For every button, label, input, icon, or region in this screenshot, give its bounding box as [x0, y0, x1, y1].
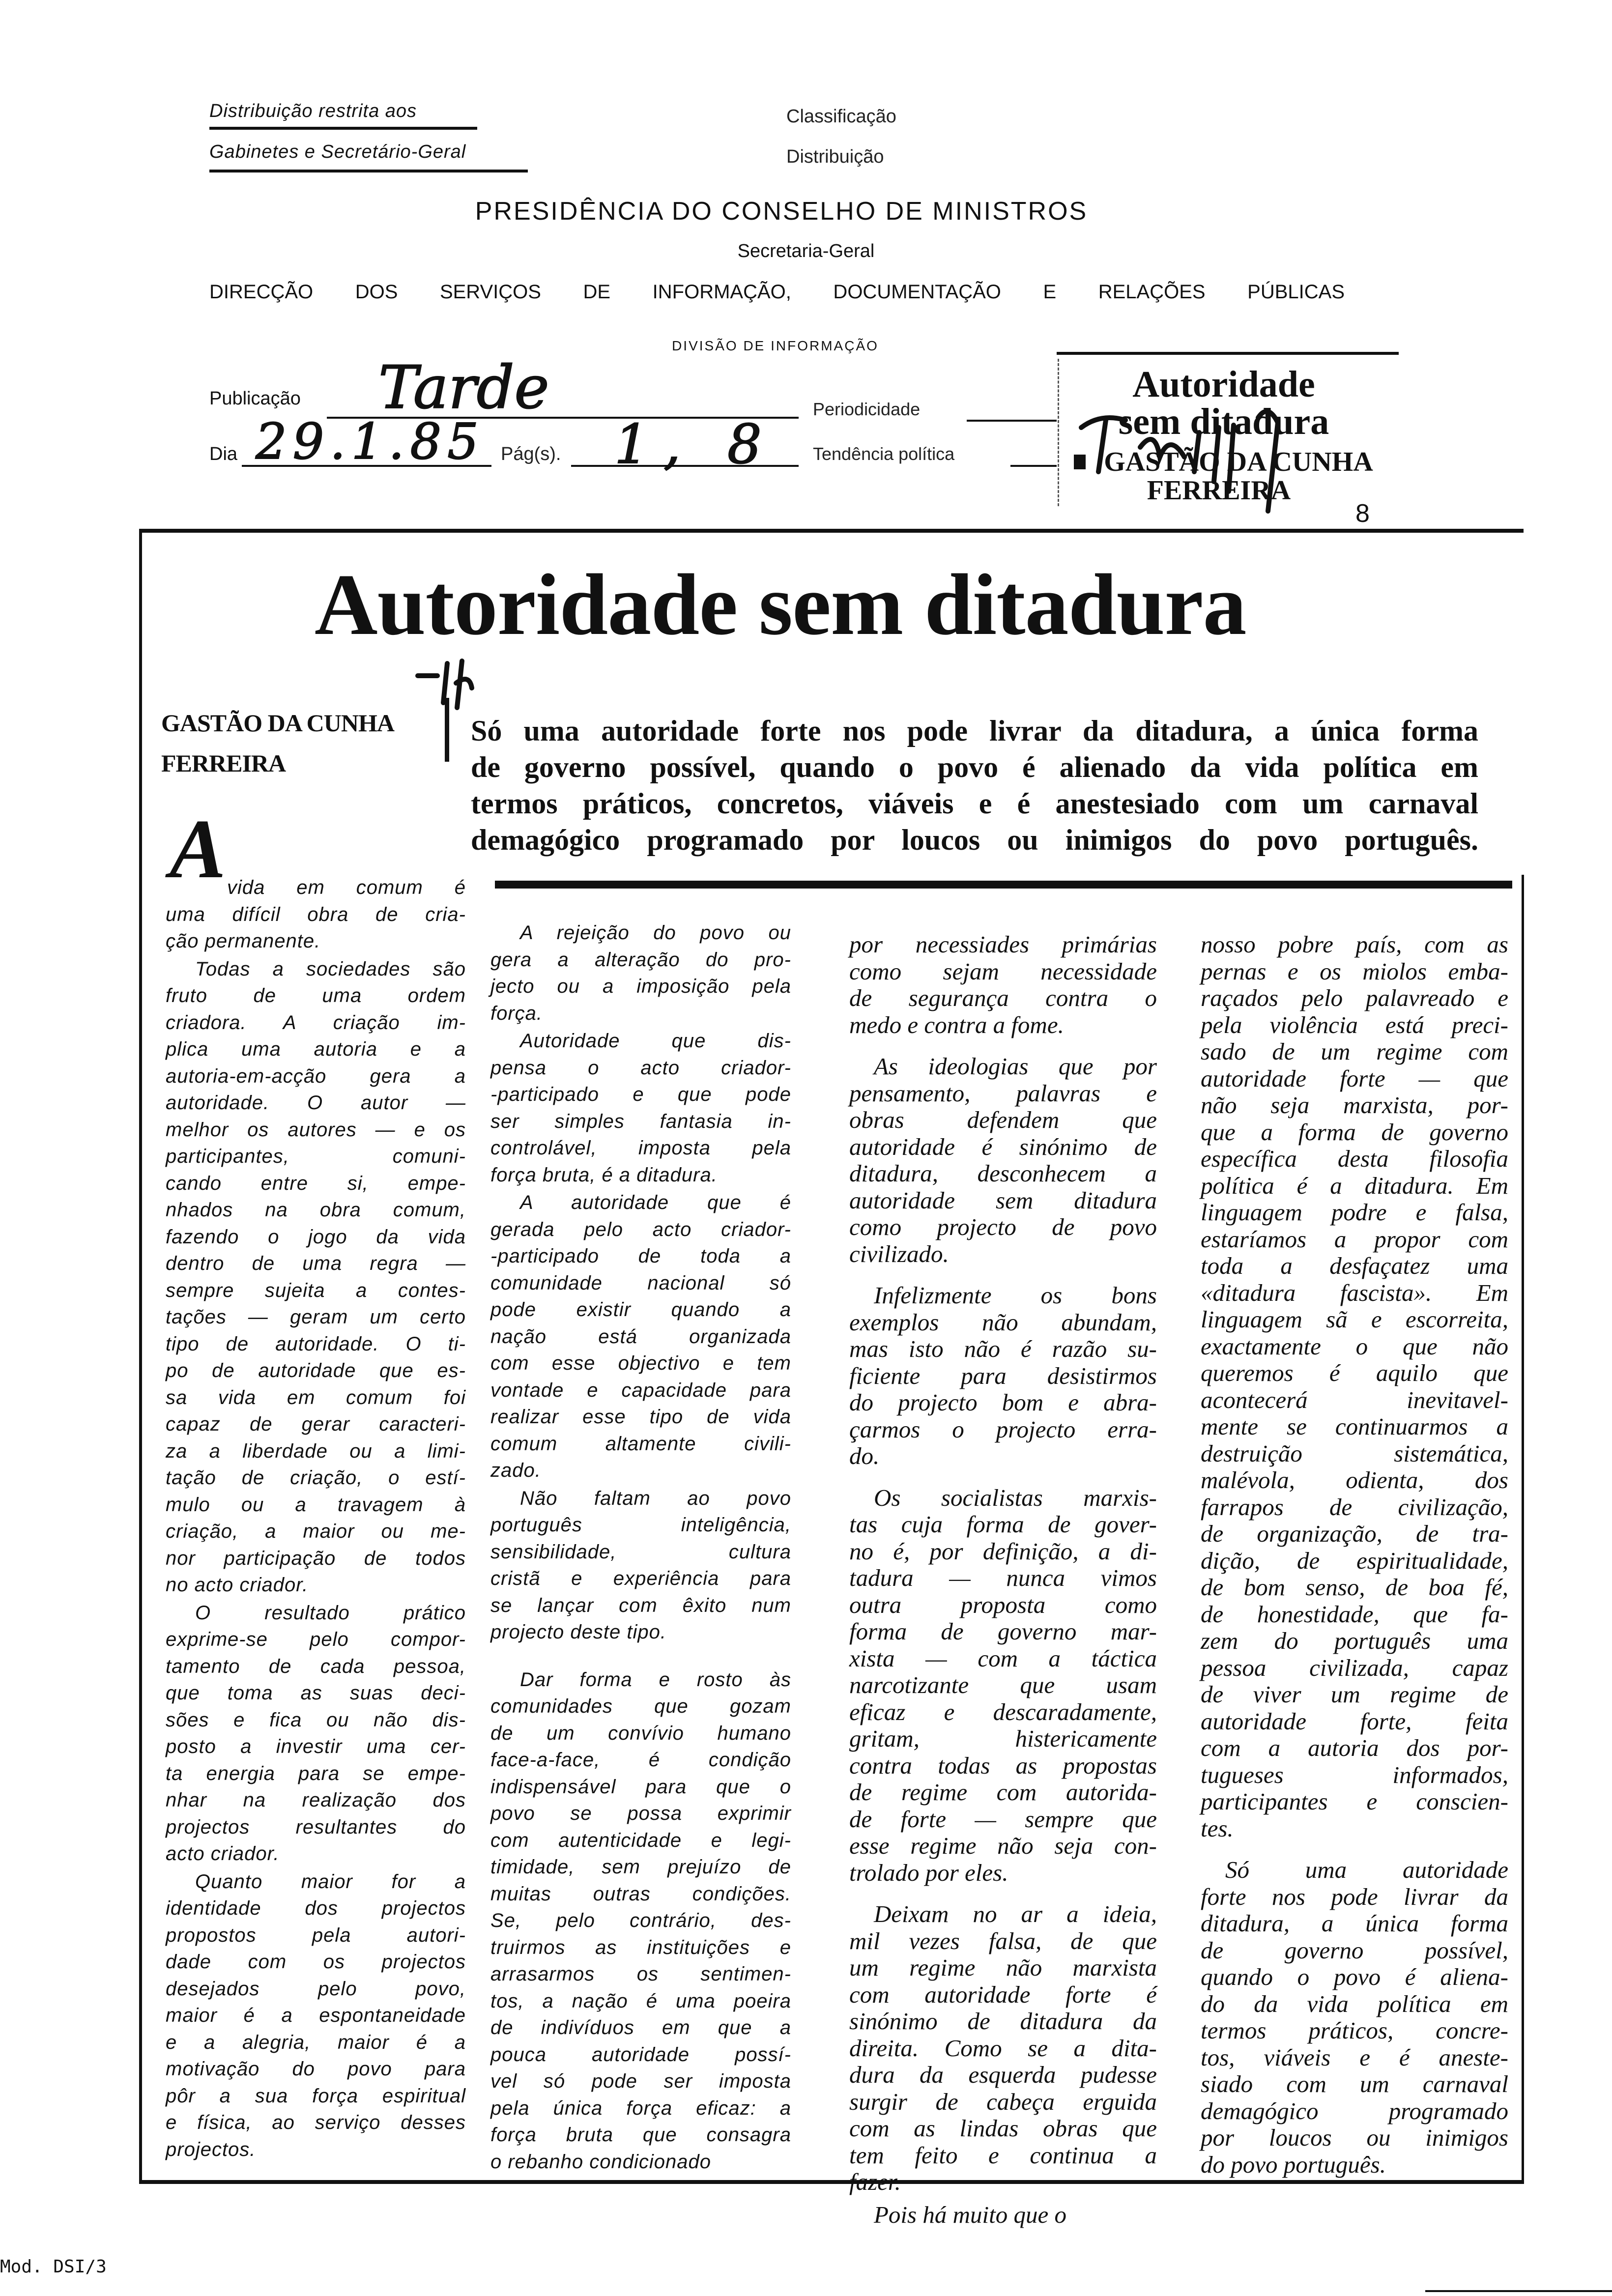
- text-line: dade com os projectos: [166, 1951, 466, 1973]
- text-line: autoridade. O autor —: [166, 1092, 466, 1114]
- text-line: pensa o acto criador-: [490, 1057, 791, 1079]
- text-line: timidade, sem prejuízo de: [490, 1856, 791, 1878]
- text-line: jecto ou a imposição pela: [490, 976, 791, 997]
- text-line: destruição sistemática,: [1201, 1439, 1508, 1467]
- text-line: pensamento, palavras e: [849, 1079, 1157, 1107]
- text-line: Autoridade que dis-: [520, 1030, 791, 1052]
- text-line: ficiente para desistirmos: [849, 1362, 1157, 1389]
- text-line: de indivíduos em que a: [490, 2017, 791, 2038]
- text-line: queremos é aquilo que: [1201, 1359, 1508, 1386]
- text-line: mas isto não é razão su-: [849, 1335, 1157, 1362]
- text-line: zado.: [490, 1460, 541, 1481]
- paragraph: [490, 1189, 791, 1484]
- org-title: PRESIDÊNCIA DO CONSELHO DE MINISTROS: [475, 197, 1088, 226]
- text-line: de organização, de tra-: [1201, 1520, 1508, 1547]
- periodicity-field-line: [967, 420, 1057, 422]
- text-line: projectos.: [166, 2138, 256, 2160]
- text-line: -participado e que pode: [490, 1084, 791, 1105]
- text-line: exprime-se pelo compor-: [166, 1629, 466, 1650]
- text-line: pela única força eficaz: a: [490, 2097, 791, 2119]
- article-bottom-rule: [139, 2180, 1524, 2184]
- text-line: tos, a nação é uma poeira: [490, 1990, 791, 2012]
- text-line: Deixam no ar a ideia,: [874, 1900, 1157, 1927]
- text-line: tações — geram um certo: [166, 1306, 466, 1328]
- text-line: do projecto bom e abra-: [849, 1389, 1157, 1416]
- text-line: Se, pelo contrário, des-: [490, 1910, 791, 1931]
- text-line: Todas a sociedades são: [195, 958, 466, 980]
- text-line: vontade e capacidade para: [490, 1379, 791, 1401]
- text-line: de forte — sempre que: [849, 1805, 1157, 1833]
- paragraph: [849, 1053, 1157, 1267]
- article-right-border: [1522, 875, 1524, 2183]
- clipping-box-top-rule: [1057, 352, 1399, 355]
- text-line: eficaz e descaradamente,: [849, 1698, 1157, 1725]
- text-line: esse regime não seja con-: [849, 1832, 1157, 1859]
- text-line: do.: [849, 1442, 880, 1469]
- text-line: e física, ao serviço desses: [166, 2112, 466, 2133]
- text-line: sempre sujeita a contes-: [166, 1279, 466, 1301]
- text-line: controlável, imposta pela: [490, 1137, 791, 1159]
- text-line: raçados pelo palavreado e: [1201, 984, 1508, 1011]
- text-line: como sejam necessidade: [849, 957, 1157, 985]
- paragraph: [490, 1485, 791, 1646]
- text-line: tugueses informados,: [1201, 1761, 1508, 1788]
- text-line: força.: [490, 1002, 543, 1024]
- author-divider: [445, 698, 449, 762]
- text-line: de viver um regime de: [1201, 1681, 1508, 1708]
- publication-label: Publicação: [209, 388, 301, 409]
- text-line: plica uma autoria e a: [166, 1038, 466, 1060]
- paragraph: [166, 1868, 466, 2163]
- article-column-3: [849, 931, 1157, 2228]
- article-author-line1: GASTÃO DA CUNHA: [161, 709, 394, 737]
- directorate-label: DIRECÇÃO DOS SERVIÇOS DE INFORMAÇÃO, DOCUMENTAÇÃO E RELAÇÕES PÚBLICAS: [209, 281, 1345, 303]
- text-line: -participado de toda a: [490, 1245, 791, 1267]
- text-line: po de autoridade que es-: [166, 1360, 466, 1381]
- text-line: participantes, comuni-: [166, 1146, 466, 1167]
- classification-label: Classificação: [786, 106, 896, 127]
- text-line: surgir de cabeça erguida: [849, 2088, 1157, 2115]
- text-line: mente se continuarmos a: [1201, 1413, 1508, 1440]
- text-line: autoridade é sinónimo de: [849, 1133, 1157, 1160]
- text-line: que a forma de governo: [1201, 1118, 1508, 1146]
- paragraph: [490, 1666, 791, 2176]
- text-line: forma de governo mar-: [849, 1618, 1157, 1645]
- text-line: criação, a maior ou me-: [166, 1521, 466, 1542]
- deck-line: demagógico programado por loucos ou inimigos do povo português.: [471, 824, 1478, 856]
- deck-line: de governo possível, quando o povo é alienado da vida política em: [471, 751, 1478, 783]
- text-line: forte nos pode livrar da: [1201, 1883, 1508, 1910]
- text-line: gritam, histericamente: [849, 1725, 1157, 1752]
- clipping-title-line1: Autoridade: [1132, 364, 1315, 405]
- text-line: As ideologias que por: [874, 1053, 1157, 1080]
- text-line: autoridade forte, feita: [1201, 1707, 1508, 1735]
- article-headline: Autoridade sem ditadura: [315, 556, 1246, 653]
- text-line: dição, de espiritualidade,: [1201, 1547, 1508, 1574]
- day-label: Dia: [209, 444, 238, 464]
- text-line: estaríamos a propor com: [1201, 1225, 1508, 1253]
- text-line: cristã e experiência para: [490, 1568, 791, 1589]
- text-line: que toma as suas deci-: [166, 1682, 466, 1704]
- text-line: maior é a espontaneidade: [166, 2005, 466, 2026]
- text-line: gerada pelo acto criador-: [490, 1218, 791, 1240]
- text-line: capaz de gerar caracteri-: [166, 1413, 466, 1435]
- text-line: Infelizmente os bons: [874, 1282, 1157, 1309]
- paragraph: [849, 1485, 1157, 1887]
- text-line: A rejeição do povo ou: [520, 922, 791, 944]
- paragraph: [490, 1028, 791, 1188]
- text-line: no é, por definição, a di-: [849, 1537, 1157, 1565]
- text-line: com a autoria dos por-: [1201, 1734, 1508, 1761]
- publication-value: Tarde: [378, 354, 549, 422]
- text-line: A autoridade que é: [520, 1192, 791, 1213]
- text-line: desejados pelo povo,: [166, 1978, 466, 2000]
- text-line: nor participação de todos: [166, 1547, 466, 1569]
- text-line: medo e contra a fome.: [849, 1011, 1064, 1038]
- text-line: projectos resultantes do: [166, 1816, 466, 1838]
- footer-rule: [1425, 2290, 1612, 2292]
- handwritten-mark-icon: [413, 654, 491, 713]
- text-line: projecto deste tipo.: [490, 1621, 666, 1643]
- article-column-2: [490, 919, 791, 2175]
- paragraph: [166, 956, 466, 1599]
- article-deck: [471, 713, 1478, 858]
- text-line: com esse objectivo e tem: [490, 1352, 791, 1374]
- text-line: tem feito e continua a: [849, 2141, 1157, 2169]
- text-line: O resultado prático: [195, 1602, 466, 1624]
- article-left-border: [139, 529, 142, 2183]
- deck-heavy-rule: [495, 881, 1512, 889]
- text-line: por loucos ou inimigos: [1201, 2124, 1508, 2151]
- text-line: dentro de uma regra —: [166, 1253, 466, 1274]
- text-line: «ditadura fascista». Em: [1201, 1279, 1508, 1306]
- text-line: fruto de uma ordem: [166, 985, 466, 1006]
- text-line: tadura — nunca vimos: [849, 1564, 1157, 1591]
- text-line: e a alegria, maior é a: [166, 2031, 466, 2053]
- text-line: um regime não marxista: [849, 1954, 1157, 1981]
- text-line: pessoa civilizada, capaz: [1201, 1654, 1508, 1681]
- text-line: siado com um carnaval: [1201, 2070, 1508, 2097]
- clipping-box-divider: [1058, 359, 1059, 506]
- text-line: do povo português.: [1201, 2151, 1386, 2178]
- text-line: autoridade forte — que: [1201, 1064, 1508, 1092]
- paragraph: [490, 919, 791, 1027]
- text-line: participantes e conscien-: [1201, 1788, 1508, 1815]
- text-line: muitas outras condições.: [490, 1883, 791, 1905]
- day-value: 29.1.85: [256, 413, 485, 470]
- text-line: ditadura, desconhecem a: [849, 1160, 1157, 1187]
- secretariat-label: Secretaria-Geral: [737, 241, 875, 261]
- text-line: do da vida política em: [1201, 1990, 1508, 2017]
- distribution-label: Distribuição: [786, 146, 884, 167]
- text-line: com as lindas obras que: [849, 2115, 1157, 2142]
- paragraph: [849, 1282, 1157, 1470]
- text-line: sa vida em comum foi: [166, 1386, 466, 1408]
- paragraph: [166, 874, 466, 955]
- text-line: za a liberdade ou a limi-: [166, 1440, 466, 1462]
- text-line: pela violência está preci-: [1201, 1011, 1508, 1038]
- text-line: comum altamente civili-: [490, 1433, 791, 1455]
- text-line: tos, viáveis e é aneste-: [1201, 2043, 1508, 2071]
- text-line: de regime com autorida-: [849, 1779, 1157, 1806]
- distribution-restricted-line2: Gabinetes e Secretário-Geral: [209, 142, 466, 162]
- text-line: exemplos não abundam,: [849, 1308, 1157, 1336]
- text-line: Dar forma e rosto às: [520, 1668, 791, 1691]
- text-line: Os socialistas marxis-: [874, 1484, 1157, 1511]
- text-line: obras defendem que: [849, 1106, 1157, 1133]
- text-line: com autenticidade e legi-: [490, 1829, 791, 1851]
- text-line: fazendo o jogo da vida: [166, 1226, 466, 1248]
- clipping-author-line1: GASTÃO DA CUNHA: [1104, 447, 1373, 477]
- text-line: melhor os autores — e os: [166, 1119, 466, 1141]
- text-line: civilizado.: [849, 1240, 949, 1267]
- text-line: outra proposta como: [849, 1591, 1157, 1618]
- text-line: arrasarmos os sentimen-: [490, 1963, 791, 1985]
- text-line: vida em comum é: [227, 877, 466, 898]
- text-line: linguagem podre e falsa,: [1201, 1199, 1508, 1226]
- text-line: dura da esquerda pudesse: [849, 2061, 1157, 2088]
- text-line: farrapos de civilização,: [1201, 1493, 1508, 1521]
- pages-label: Pág(s).: [501, 444, 561, 464]
- text-line: acontecerá inevitavel-: [1201, 1386, 1508, 1413]
- text-line: tas cuja forma de gover-: [849, 1511, 1157, 1538]
- text-line: mulo ou a travagem à: [166, 1493, 466, 1516]
- text-line: de honestidade, que fa-: [1201, 1600, 1508, 1628]
- text-line: malévola, odienta, dos: [1201, 1466, 1508, 1493]
- text-line: pouca autoridade possí-: [490, 2043, 791, 2066]
- text-line: tação de criação, o estí-: [166, 1467, 466, 1489]
- text-line: ção permanente.: [166, 930, 321, 952]
- text-line: se lançar com êxito num: [490, 1594, 791, 1616]
- text-line: autoria-em-acção gera a: [166, 1065, 466, 1087]
- text-line: criadora. A criação im-: [166, 1011, 466, 1033]
- text-line: tes.: [1201, 1814, 1234, 1842]
- underline-divider: [209, 127, 477, 130]
- text-line: no acto criador.: [166, 1574, 309, 1596]
- text-line: cando entre si, empe-: [166, 1172, 466, 1194]
- text-line: direita. Como se a dita-: [849, 2034, 1157, 2062]
- text-line: como projecto de povo: [849, 1213, 1157, 1240]
- text-line: com autoridade forte é: [849, 1980, 1157, 2008]
- form-code: Mod. DSI/3: [0, 2257, 107, 2277]
- text-line: vel só pode ser imposta: [490, 2070, 791, 2092]
- text-line: autoridade sem ditadura: [849, 1186, 1157, 1214]
- text-line: posto a investir uma cer-: [166, 1736, 466, 1757]
- text-line: Não faltam ao povo: [520, 1487, 791, 1509]
- paragraph: [849, 931, 1157, 1038]
- text-line: nhar na realização dos: [166, 1789, 466, 1811]
- text-line: nosso pobre país, com as: [1201, 931, 1508, 958]
- text-line: identidade dos projectos: [166, 1897, 466, 1919]
- text-line: Só uma autoridade: [1225, 1856, 1508, 1883]
- text-line: comunidades que gozam: [490, 1695, 791, 1717]
- text-line: indispensável para que o: [490, 1776, 791, 1798]
- text-line: política é a ditadura. Em: [1201, 1172, 1508, 1199]
- text-line: zem do português uma: [1201, 1627, 1508, 1654]
- text-line: ta energia para se empe-: [166, 1762, 466, 1784]
- text-line: de bom senso, de boa fé,: [1201, 1574, 1508, 1601]
- text-line: pôr a sua força espiritual: [166, 2085, 466, 2107]
- text-line: nhados na obra comum,: [166, 1199, 466, 1221]
- drop-cap: A: [170, 803, 226, 896]
- text-line: termos práticos, concre-: [1201, 2017, 1508, 2044]
- text-line: pernas e os miolos emba-: [1201, 957, 1508, 985]
- paragraph: [1201, 1857, 1508, 2178]
- text-line: ser simples fantasia in-: [490, 1110, 791, 1132]
- text-line: povo se possa exprimir: [490, 1803, 791, 1824]
- text-line: português inteligência,: [490, 1514, 791, 1536]
- text-line: exactamente o que não: [1201, 1332, 1508, 1360]
- text-line: comunidade nacional só: [490, 1272, 791, 1294]
- underline-divider: [209, 170, 528, 172]
- article-top-rule: [139, 529, 1524, 533]
- paragraph: [166, 1600, 466, 1867]
- text-line: uma difícil obra de cria-: [166, 903, 466, 925]
- clipping-author-line2: FERREIRA: [1147, 475, 1291, 506]
- text-line: mil vezes falsa, de que: [849, 1927, 1157, 1954]
- handwritten-annotation-icon: [1071, 373, 1376, 521]
- text-line: de governo possível,: [1201, 1936, 1508, 1964]
- text-line: xista — com a táctica: [849, 1644, 1157, 1672]
- political-tendency-field-line: [1010, 465, 1057, 467]
- paragraph: [849, 1901, 1157, 2196]
- text-line: sões e fica ou não dis-: [166, 1709, 466, 1731]
- text-line: narcotizante que usam: [849, 1671, 1157, 1698]
- text-line: truirmos as instituições e: [490, 1936, 791, 1958]
- paragraph: [1201, 931, 1508, 1842]
- text-line: realizar esse tipo de vida: [490, 1406, 791, 1428]
- text-line: demagógico programado: [1201, 2097, 1508, 2124]
- text-line: Pois há muito que o: [874, 2201, 1066, 2228]
- text-line: força bruta, é a ditadura.: [490, 1164, 718, 1186]
- text-line: acto criador.: [166, 1843, 280, 1865]
- text-line: tamento de cada pessoa,: [166, 1655, 466, 1677]
- text-line: contra todas as propostas: [849, 1751, 1157, 1779]
- text-line: face-a-face, é condição: [490, 1749, 791, 1771]
- text-line: tipo de autoridade. O ti-: [166, 1333, 466, 1355]
- text-line: força bruta que consagra: [490, 2124, 791, 2146]
- deck-line: termos práticos, concretos, viáveis e é anestesiado com um carnaval: [471, 787, 1478, 820]
- text-line: gera a alteração do pro-: [490, 948, 791, 971]
- division-label: DIVISÃO DE INFORMAÇÃO: [672, 338, 879, 353]
- article-author-line2: FERREIRA: [161, 749, 286, 777]
- text-line: motivação do povo para: [166, 2058, 466, 2080]
- text-line: propostos pela autori-: [166, 1924, 466, 1946]
- text-line: Quanto maior for a: [195, 1870, 466, 1893]
- text-line: por necessiades primárias: [849, 931, 1157, 958]
- text-line: trolado por eles.: [849, 1859, 1008, 1886]
- text-line: fazer.: [849, 2168, 901, 2195]
- text-line: específica desta filosofia: [1201, 1145, 1508, 1172]
- text-line: sinónimo de ditadura da: [849, 2008, 1157, 2035]
- text-line: não seja marxista, por-: [1201, 1091, 1508, 1119]
- clipping-page-number: 8: [1355, 499, 1370, 528]
- text-line: ditadura, a única forma: [1201, 1910, 1508, 1937]
- paragraph: [849, 2202, 1157, 2229]
- text-line: de segurança contra o: [849, 984, 1157, 1011]
- political-tendency-label: Tendência política: [813, 444, 955, 464]
- text-line: pode existir quando a: [490, 1299, 791, 1320]
- text-line: linguagem sã e escorreita,: [1201, 1306, 1508, 1333]
- text-line: sado de um regime com: [1201, 1038, 1508, 1065]
- text-line: quando o povo é aliena-: [1201, 1963, 1508, 1990]
- pages-value: 1, 8: [614, 413, 777, 476]
- text-line: de um convívio humano: [490, 1722, 791, 1744]
- periodicity-label: Periodicidade: [813, 399, 921, 419]
- article-column-1: [166, 874, 466, 2163]
- text-line: o rebanho condicionado: [490, 2151, 712, 2173]
- text-line: toda a desfaçatez uma: [1201, 1252, 1508, 1279]
- text-line: çarmos o projecto erra-: [849, 1415, 1157, 1443]
- article-column-4: [1201, 931, 1508, 2178]
- clipping-title-line2: sem ditadura: [1118, 401, 1329, 442]
- distribution-restricted-line1: Distribuição restrita aos: [209, 101, 417, 121]
- deck-line: Só uma autoridade forte nos pode livrar da ditadura, a única forma: [471, 715, 1478, 747]
- text-line: nação está organizada: [490, 1325, 791, 1348]
- text-line: sensibilidade, cultura: [490, 1541, 791, 1563]
